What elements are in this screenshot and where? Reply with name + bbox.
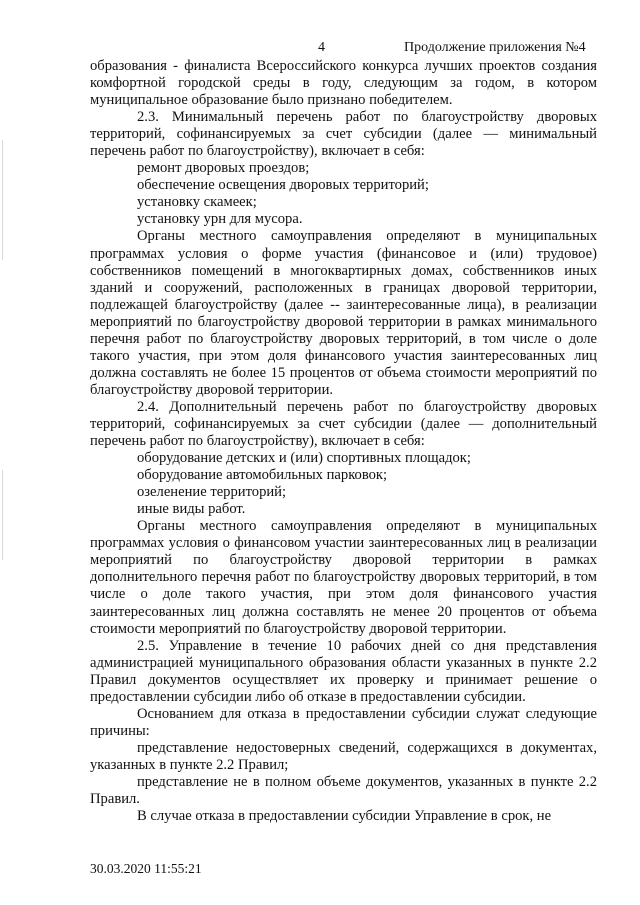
paragraph: 2.3. Минимальный перечень работ по благоустройству дворовых территорий, софинансируемых за счет субсидии (далее — минимальный перечень работ по благоустройству), включает в себя: — [90, 109, 597, 160]
paragraph: 2.5. Управление в течение 10 рабочих дней со дня представления администрацией муниципального образования области указанных в пункте 2.2 Правил документов осуществляет их проверку и принимает решение о предоставлении субсидии либо об отказе в предоставлении субсидии. — [90, 637, 597, 705]
list-item: озеленение территорий; — [137, 484, 287, 501]
list-item: ремонт дворовых проездов; — [137, 160, 310, 177]
paragraph: представление не в полном объеме документов, указанных в пункте 2.2 Правил. — [90, 773, 597, 808]
scan-margin-line — [2, 470, 3, 560]
list-item: установку скамеек; — [137, 194, 257, 211]
paragraph: представление недостоверных сведений, содержащихся в документах, указанных в пункте 2.2 Правил; — [90, 739, 597, 773]
scan-margin-line — [2, 140, 3, 260]
paragraph: Основанием для отказа в предоставлении субсидии служат следующие причины: — [90, 705, 597, 739]
paragraph: В случае отказа в предоставлении субсидии Управление в срок, не — [137, 808, 552, 825]
list-item: установку урн для мусора. — [137, 211, 303, 228]
document-body — [90, 58, 597, 825]
paragraph: Органы местного самоуправления определяют в муниципальных программах условия о форме участия (финансовое и (или) трудовое) собственников помещений в многоквартирных домах, собственников иных зданий и сооружений, расположенных в границах дворовой территории, подлежащей благоустройству (далее -- заинтересованные лица), в реализации мероприятий по благоустройству дворовой территории в рамках минимального перечня работ по благоустройству дворовых территорий, в том числе о доле такого участия, при этом доля финансового участия заинтересованных лиц должна составлять не более 15 процентов от объема стоимости мероприятий по благоустройству дворовой территории. — [90, 228, 597, 398]
list-item: оборудование детских и (или) спортивных площадок; — [137, 450, 471, 467]
page-number: 4 — [318, 40, 325, 55]
print-timestamp: 30.03.2020 11:55:21 — [90, 861, 202, 876]
paragraph: 2.4. Дополнительный перечень работ по благоустройству дворовых территорий, софинансируемых за счет субсидии (далее — дополнительный перечень работ по благоустройству), включает в себя: — [90, 398, 597, 450]
list-item: иные виды работ. — [137, 501, 246, 518]
list-item: оборудование автомобильных парковок; — [137, 467, 388, 484]
paragraph: Органы местного самоуправления определяют в муниципальных программах условия о финансовом участии заинтересованных лиц в реализации мероприятий по благоустройству дворовой территории в рамках дополнительного перечня работ по благоустройству дворовых территорий, в том числе о доле такого участия, при этом доля финансового участия заинтересованных лиц должна составлять не менее 20 процентов от объема стоимости мероприятий по благоустройству дворовой территории. — [90, 518, 597, 637]
paragraph: образования - финалиста Всероссийского конкурса лучших проектов создания комфортной городской среды в году, следующим за годом, в котором муниципальное образование было признано победителем. — [90, 58, 597, 109]
list-item: обеспечение освещения дворовых территорий; — [137, 177, 429, 194]
appendix-label: Продолжение приложения №4 — [404, 40, 586, 55]
